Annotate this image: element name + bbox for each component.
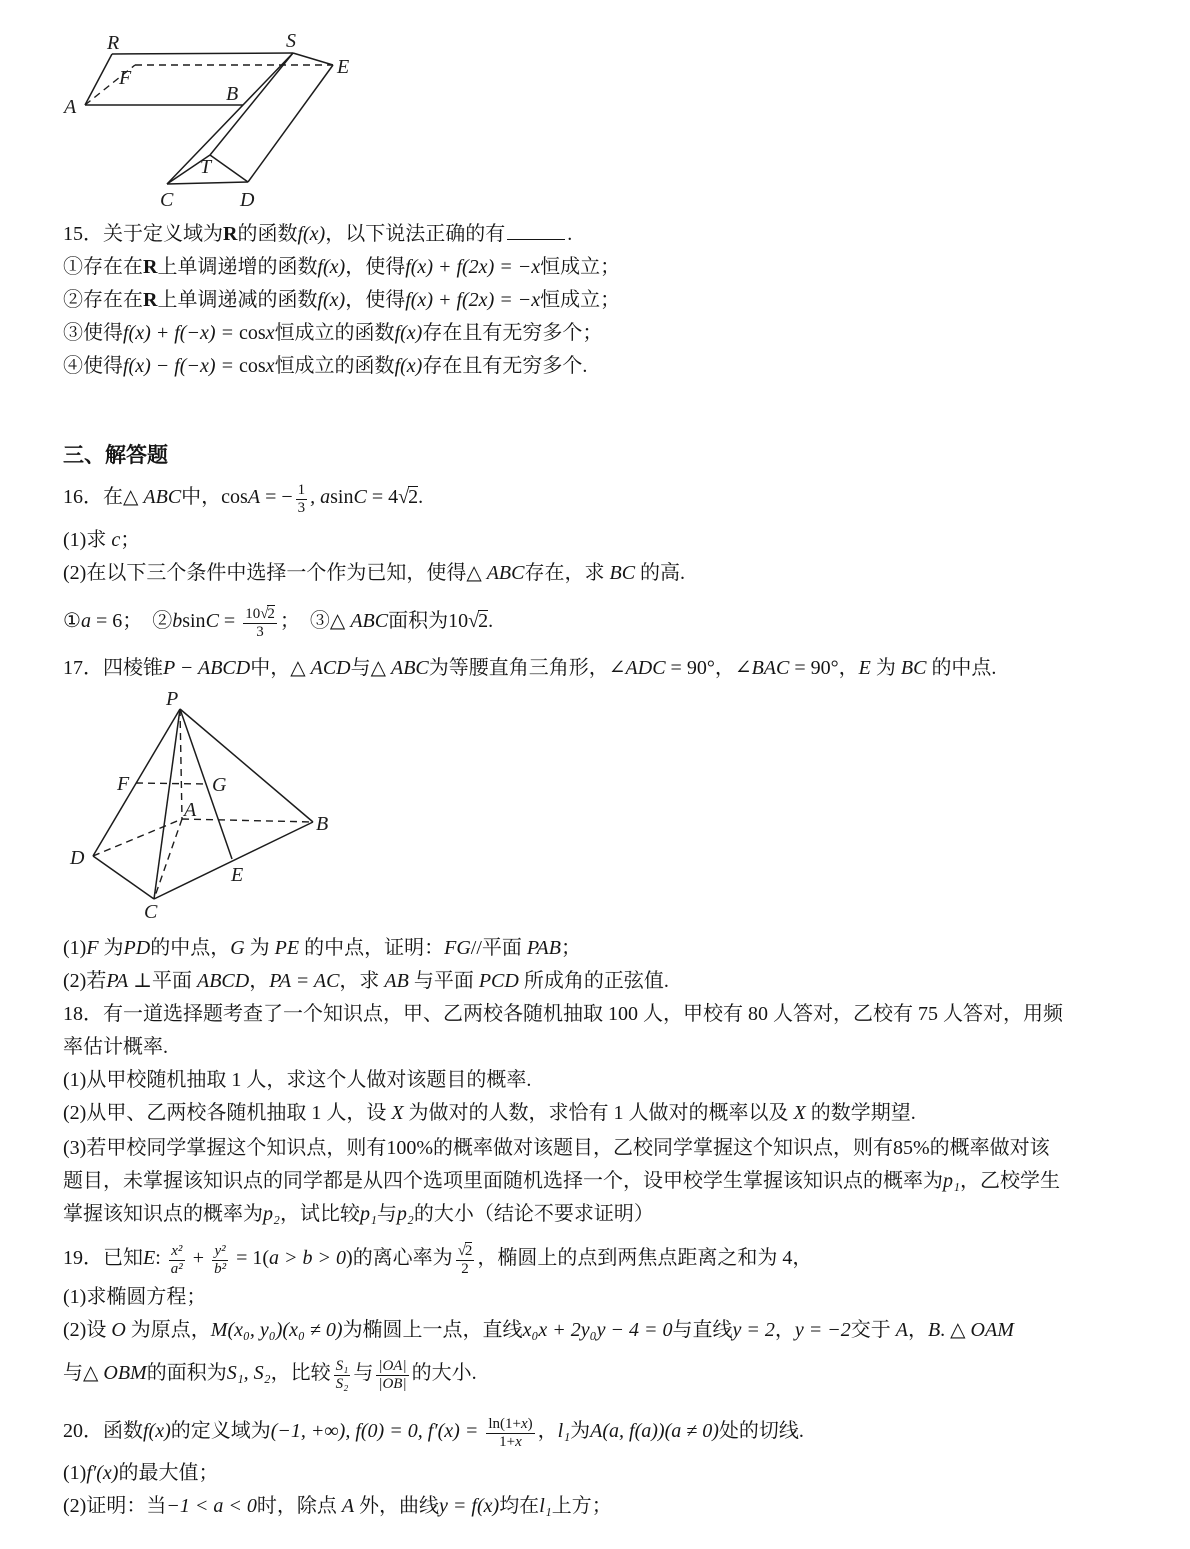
q15-item-4: ④使得f(x) − f(−x) = cosx恒成立的函数f(x)存在且有无穷多个.	[63, 355, 588, 377]
figure-edge-solid	[293, 53, 333, 65]
vertex-label-E: E	[231, 864, 244, 886]
fraction: $\frac{√2}{2}$	[457, 1243, 473, 1278]
section-heading: 三、解答题	[63, 443, 168, 467]
vertex-label-T: T	[200, 156, 212, 178]
q16-part-2: (2)在以下三个条件中选择一个作为已知，使得△ ABC存在，求 BC 的高.	[63, 562, 686, 584]
figure-edge-dashed	[93, 819, 182, 856]
vertex-label-F: F	[117, 773, 130, 795]
vertex-label-B: B	[226, 83, 239, 105]
figure-edge-solid	[167, 182, 248, 184]
radical: √2	[398, 486, 419, 508]
fraction: $\frac{1}{3}$	[297, 482, 306, 517]
figure-edge-dashed	[136, 783, 206, 784]
q18-part-3-line-2: 题目，未掌握该知识点的同学都是从四个选项里面随机选择一个，设甲校学生掌握该知识点的概率为p₁，乙校学生	[63, 1170, 1060, 1192]
q18-part-3-line-3: 掌握该知识点的概率为p₂，试比较p₁与p₂的大小（结论不要求证明）	[63, 1203, 654, 1225]
figure-edge-solid	[112, 53, 293, 54]
figure-edge-solid	[154, 709, 180, 899]
figure-edge-dashed	[180, 709, 182, 819]
vertex-label-A: A	[64, 96, 77, 118]
fraction: $\frac{|OA|}{|OB|}$	[378, 1358, 407, 1393]
q19-part-2-cont: 与△ OBM的面积为S₁, S₂，比较 $\frac{\text{S₁}}{\text{S₂}}$ 与 $\frac{|OA|}{|OB|}$ 的大小.	[63, 1358, 477, 1393]
q18-stem-line-1: 18．有一道选择题考查了一个知识点，甲、乙两校各随机抽取 100 人，甲校有 80 人答对，乙校有 75 人答对，用频	[63, 1003, 1063, 1025]
figure-edge-solid	[93, 856, 154, 899]
figure-edge-solid	[248, 65, 333, 182]
vertex-label-P: P	[166, 688, 179, 710]
vertex-label-G: G	[212, 774, 227, 796]
q17-part-1: (1)F 为PD的中点，G 为 PE 的中点，证明：FG//平面 PAB；	[63, 937, 581, 959]
fraction: $\frac{\text{y²}}{\text{b²}}$	[214, 1243, 227, 1278]
vertex-label-B: B	[316, 813, 329, 835]
q19-part-1: (1)求椭圆方程；	[63, 1286, 207, 1308]
q20-stem: 20．函数f(x)的定义域为(−1, +∞), f(0) = 0, f′(x) = $\frac{\ln(1+x)}{1+x}$ ，l₁为A(a, f(a))(a ≠ 0)处的切线.	[63, 1416, 804, 1451]
fraction: $\frac{\ln(1+x)}{1+x}$	[488, 1416, 533, 1451]
radical: √2	[457, 1243, 473, 1260]
figure-pyramid-q17	[58, 687, 368, 924]
q18-part-3-line-1: (3)若甲校同学掌握这个知识点，则有100%的概率做对该题目，乙校同学掌握这个知识点，则有85%的概率做对该	[63, 1137, 1050, 1159]
answer-blank	[507, 235, 565, 240]
vertex-label-E: E	[337, 56, 350, 78]
figure-solid-geometry-q14	[58, 26, 368, 214]
q18-part-2: (2)从甲、乙两校各随机抽取 1 人，设 X 为做对的人数，求恰有 1 人做对的概率以及 X 的数学期望.	[63, 1102, 916, 1124]
q15-title: 15．关于定义域为R的函数f(x)，以下说法正确的有 .	[63, 223, 573, 245]
q20-part-1: (1)f′(x)的最大值；	[63, 1462, 219, 1484]
q15-item-3: ③使得f(x) + f(−x) = cosx恒成立的函数f(x)存在且有无穷多个；	[63, 322, 603, 344]
figure-edge-solid	[154, 822, 313, 899]
vertex-label-F: F	[119, 67, 132, 89]
q19-stem: 19．已知E: $\frac{\text{x²}}{\text{a²}}$ + $\frac{\text{y²}}{\text{b²}}$ = 1(a > b > 0)的离心率为 $\frac{√2}{2}$ ，椭圆上的点到两焦点距离之和为 4，	[63, 1243, 813, 1278]
radical: √2	[468, 610, 489, 632]
vertex-label-D: D	[70, 847, 85, 869]
vertex-label-S: S	[286, 30, 296, 52]
q18-stem-line-2: 率估计概率.	[63, 1036, 168, 1058]
fraction: $\frac{\text{x²}}{\text{a²}}$	[170, 1243, 183, 1278]
q16-conditions: ①a = 6； ②bsinC = $\frac{10√2}{3}$ ； ③△ ABC面积为10√2.	[63, 606, 494, 641]
figure-edge-solid	[210, 155, 248, 182]
q15-item-2: ②存在在R上单调递减的函数f(x)，使得f(x) + f(2x) = −x恒成立；	[63, 289, 621, 311]
vertex-label-D: D	[240, 189, 255, 211]
q18-part-1: (1)从甲校随机抽取 1 人，求这个人做对该题目的概率.	[63, 1069, 532, 1091]
q17-part-2: (2)若PA ⊥平面 ABCD，PA = AC，求 AB 与平面 PCD 所成角的正弦值.	[63, 970, 669, 992]
radical: √2	[260, 606, 275, 623]
figure-edge-dashed	[182, 819, 313, 822]
vertex-label-A: A	[184, 799, 197, 821]
q19-part-2: (2)设 O 为原点，M(x₀, y₀)(x₀ ≠ 0)为椭圆上一点，直线x₀x + 2y₀y − 4 = 0与直线y = 2，y = −2交于 A，B. △ OAM	[63, 1319, 1014, 1341]
vertex-label-R: R	[107, 32, 120, 54]
fraction: $\frac{10√2}{3}$	[245, 606, 275, 641]
figure-edge-solid	[167, 53, 293, 184]
vertex-label-C: C	[160, 189, 174, 211]
figure-edge-solid	[85, 54, 112, 105]
q15-item-1: ①存在在R上单调递增的函数f(x)，使得f(x) + f(2x) = −x恒成立；	[63, 256, 621, 278]
q16-part-1: (1)求 c；	[63, 529, 141, 551]
q16-stem: 16．在△ ABC中，cosA = − $\frac{1}{3}$ , asinC = 4√2.	[63, 482, 424, 517]
vertex-label-C: C	[144, 901, 158, 923]
q20-part-2: (2)证明：当−1 < a < 0时，除点 A 外，曲线y = f(x)均在l₁上方；	[63, 1495, 612, 1517]
q17-stem: 17．四棱锥P − ABCD中，△ ACD与△ ABC为等腰直角三角形，∠ADC = 90°，∠BAC = 90°，E 为 BC 的中点.	[63, 657, 997, 679]
figure-edge-solid	[210, 53, 293, 155]
fraction: $\frac{\text{S₁}}{\text{S₂}}$	[335, 1358, 349, 1393]
